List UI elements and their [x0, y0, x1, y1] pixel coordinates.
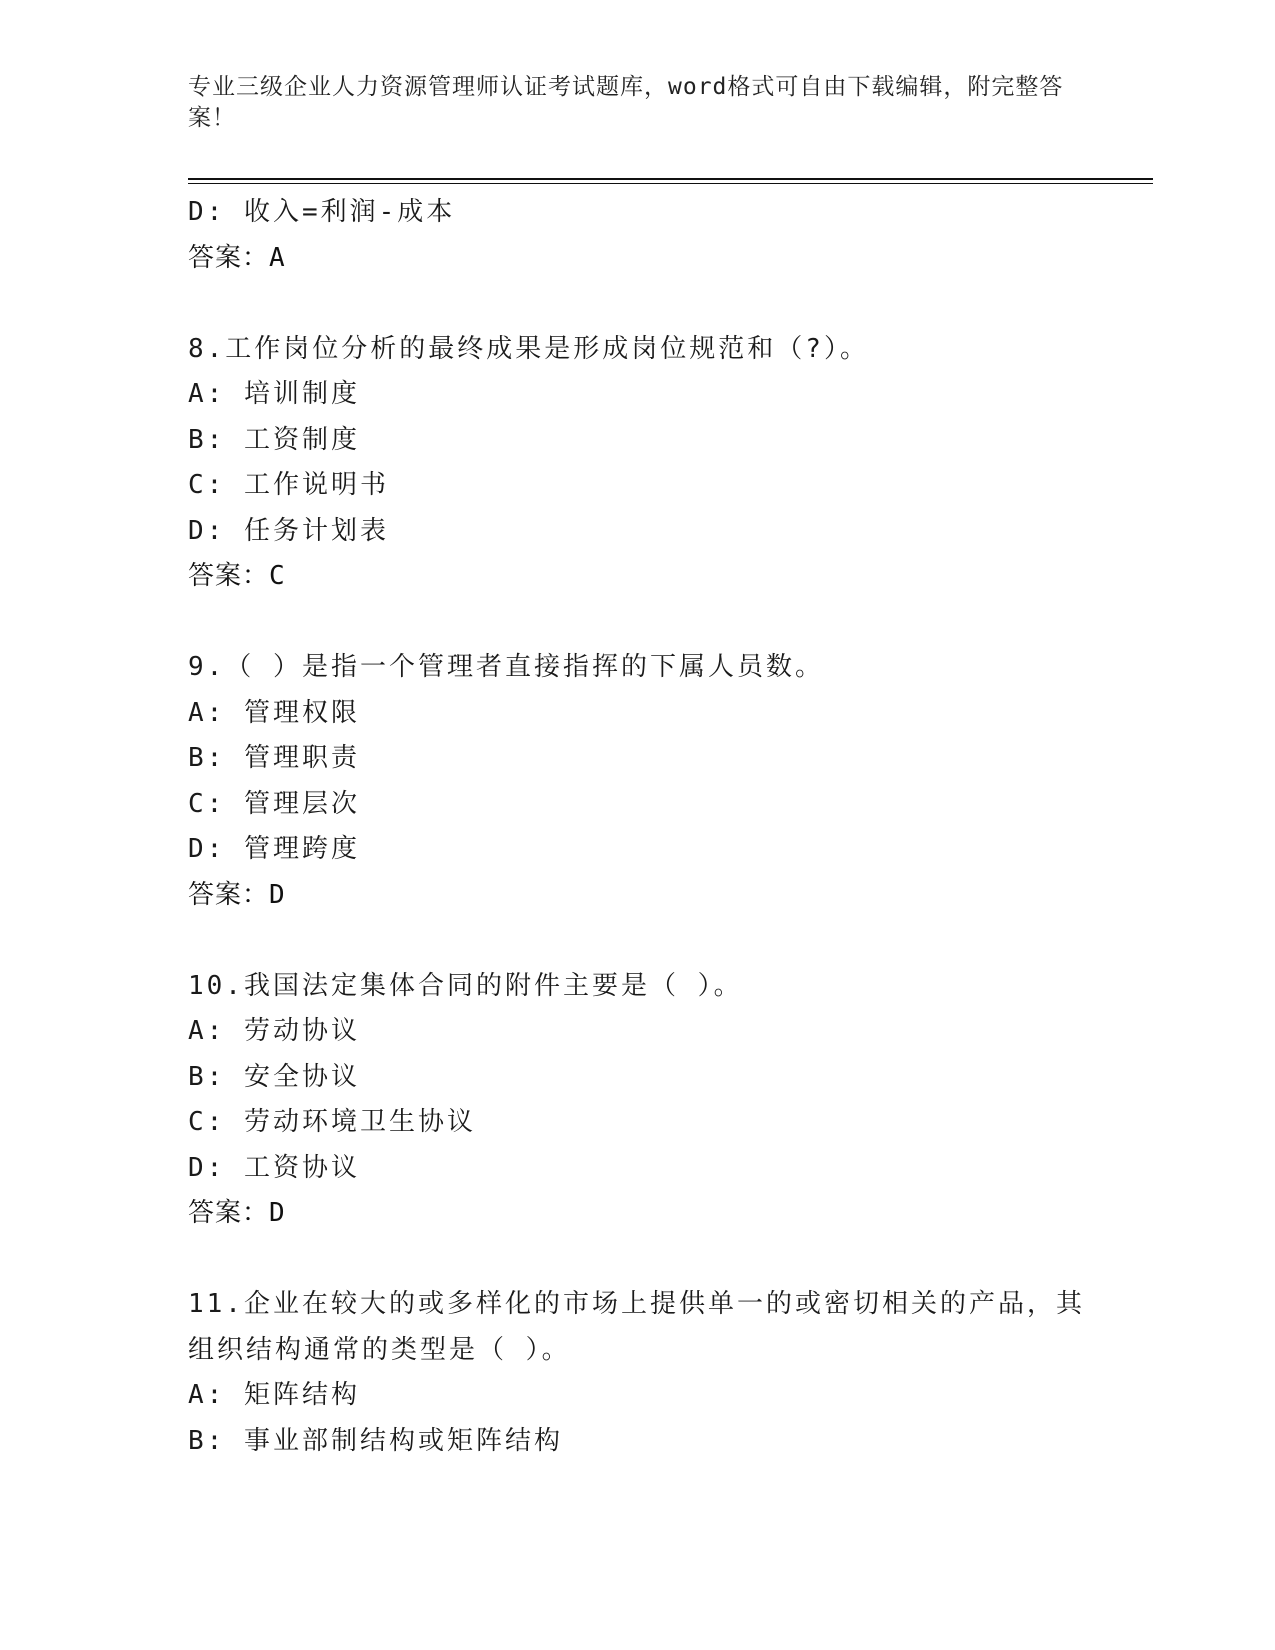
spacer	[188, 281, 1088, 327]
answer-line: 答案：D	[188, 1198, 286, 1228]
option-d: D: 管理跨度	[188, 834, 360, 864]
spacer	[188, 600, 1088, 646]
answer-line: 答案：D	[188, 879, 286, 910]
option-d: D: 任务计划表	[188, 515, 389, 546]
option-b: B: 安全协议	[188, 1061, 360, 1092]
option-a: A: 矩阵结构	[188, 1380, 360, 1410]
spacer	[188, 918, 1088, 964]
option-a: A: 劳动协议	[188, 1016, 360, 1046]
question-text: 11.企业在较大的或多样化的市场上提供单一的或密切相关的产品，其组织结构通常的类型是（ ）。	[188, 1289, 1085, 1365]
answer-line: 答案：A	[188, 242, 286, 273]
header-divider-thin	[188, 183, 1153, 184]
option-a: A: 培训制度	[188, 379, 360, 409]
header-divider-thick	[188, 178, 1153, 180]
option-d: D: 收入=利润-成本	[188, 197, 456, 227]
option-b: B: 事业部制结构或矩阵结构	[188, 1425, 563, 1456]
question-text: 8.工作岗位分析的最终成果是形成岗位规范和（?）。	[188, 333, 869, 364]
header-text: 专业三级企业人力资源管理师认证考试题库，word格式可自由下载编辑，附完整答案！	[188, 74, 1064, 131]
question-text: 9.（ ）是指一个管理者直接指挥的下属人员数。	[188, 652, 824, 682]
option-b: B: 管理职责	[188, 743, 360, 773]
option-c: C: 管理层次	[188, 788, 360, 819]
option-a: A: 管理权限	[188, 697, 360, 728]
question-list	[188, 190, 1088, 1464]
option-c: C: 工作说明书	[188, 470, 389, 500]
document-header	[188, 72, 1068, 134]
option-b: B: 工资制度	[188, 424, 360, 455]
spacer	[188, 1237, 1088, 1283]
question-text: 10.我国法定集体合同的附件主要是（ ）。	[188, 970, 743, 1001]
option-d: D: 工资协议	[188, 1152, 360, 1183]
option-c: C: 劳动环境卫生协议	[188, 1107, 476, 1137]
answer-line: 答案：C	[188, 561, 286, 591]
